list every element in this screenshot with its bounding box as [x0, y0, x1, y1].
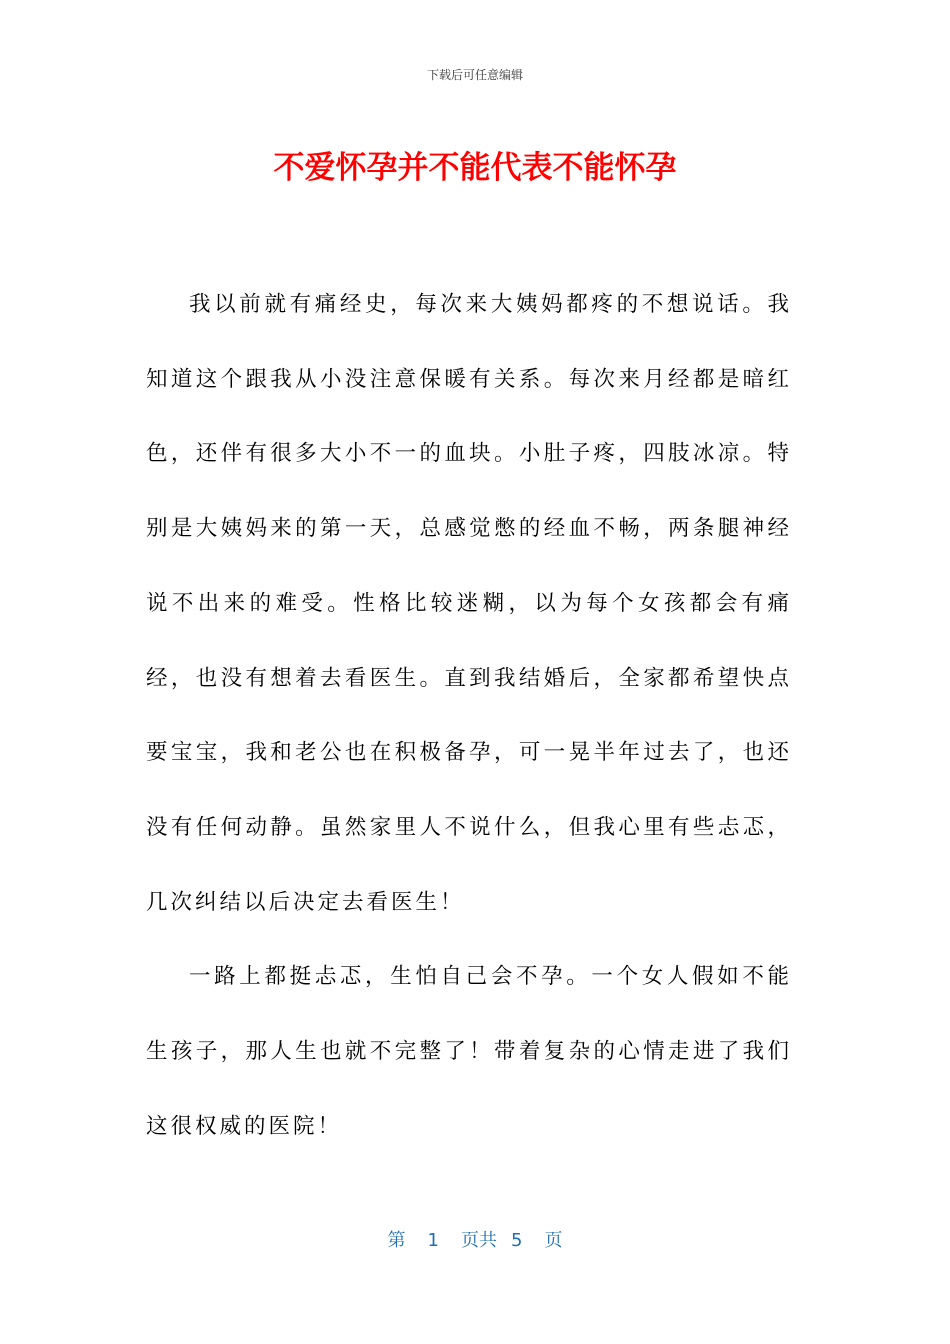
paragraph-1: 我以前就有痛经史，每次来大姨妈都疼的不想说话。我知道这个跟我从小没注意保暖有关系。每次来月经都是暗红色，还伴有很多大小不一的血块。小肚子疼，四肢冰凉。特别是大姨妈来的第一天，总感觉憋的经血不畅，两条腿神经说不出来的难受。性格比较迷糊，以为每个女孩都会有痛经，也没有想着去看医生。直到我结婚后，全家都希望快点要宝宝，我和老公也在积极备孕，可一晃半年过去了，也还没有任何动静。虽然家里人不说什么，但我心里有些忐忑，几次纠结以后决定去看医生！: [146, 292, 792, 915]
page-total: 5: [511, 1230, 523, 1251]
page-header-note: 下载后可任意编辑: [426, 68, 523, 82]
document-title: 不爱怀孕并不能代表不能怀孕: [273, 150, 677, 186]
page-number-footer: [0, 1226, 950, 1252]
paragraph-2: 一路上都挺忐忑，生怕自己会不孕。一个女人假如不能生孩子，那人生也就不完整了！带着复杂的心情走进了我们这很权威的医院！: [146, 964, 792, 1139]
document-body: [146, 268, 792, 1164]
page-current: 1: [427, 1230, 439, 1251]
page-prefix: 第: [387, 1230, 406, 1251]
page-suffix: 页: [544, 1230, 563, 1251]
page-middle: 页共: [461, 1230, 497, 1251]
